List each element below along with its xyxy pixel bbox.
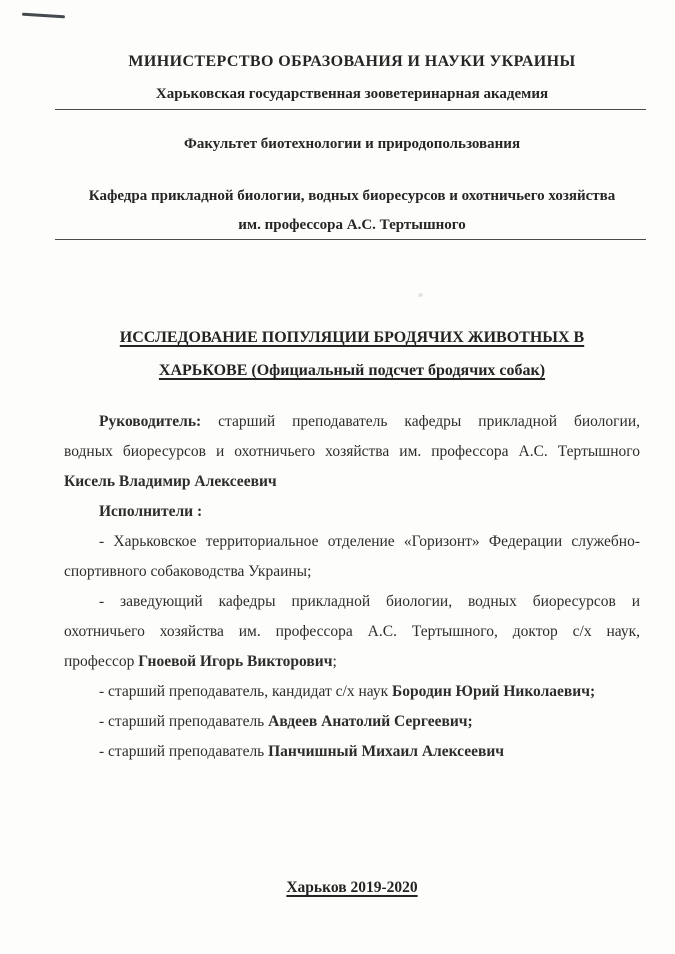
executor-item-2-line-3: профессор Гноевой Игорь Викторович; <box>64 653 337 670</box>
executor-item-2-line-2: охотничьего хозяйства им. профессора А.С. Тертышного, доктор с/х наук, <box>64 623 640 640</box>
city-year: Харьков 2019-2020 <box>286 879 418 896</box>
executor-item-2-line-1: - заведующий кафедры прикладной биологии, водных биоресурсов и <box>99 593 640 610</box>
divider-line-bottom <box>55 239 646 240</box>
executor-item-1-line-1: - Харьковское территориальное отделение «Горизонт» Федерации служебно- <box>99 533 640 550</box>
academy-heading: Харьковская государственная зооветеринарная академия <box>155 86 549 102</box>
divider-line-top <box>55 109 646 110</box>
department-heading-line1: Кафедра прикладной биологии, водных биоресурсов и охотничьего хозяйства <box>88 188 616 204</box>
credits-block <box>64 407 640 767</box>
supervisor-line-2: водных биоресурсов и охотничьего хозяйства им. профессора А.С. Тертышного <box>64 443 640 460</box>
ministry-heading: МИНИСТЕРСТВО ОБРАЗОВАНИЯ И НАУКИ УКРАИНЫ <box>128 53 576 70</box>
faculty-heading: Факультет биотехнологии и природопользования <box>183 136 521 152</box>
executor-item-3: - старший преподаватель, кандидат с/х наук Бородин Юрий Николаевич; <box>99 683 596 700</box>
executor-item-1-line-2: спортивного собаководства Украины; <box>64 563 312 580</box>
supervisor-name: Кисель Владимир Алексеевич <box>64 473 277 490</box>
executor-item-4: - старший преподаватель Авдеев Анатолий Сергеевич; <box>99 713 473 730</box>
department-heading-line2: им. профессора А.С. Тертышного <box>238 217 466 233</box>
executors-label: Исполнители : <box>99 503 203 520</box>
executor-item-5: - старший преподаватель Панчишный Михаил Алексеевич <box>99 743 505 760</box>
supervisor-line-1: Руководитель: старший преподаватель кафедры прикладной биологии, <box>99 413 640 430</box>
scan-speck <box>418 293 423 297</box>
document-title-line2: ХАРЬКОВЕ (Официальный подсчет бродячих собак) <box>158 362 546 379</box>
document-title-line1: ИССЛЕДОВАНИЕ ПОПУЛЯЦИИ БРОДЯЧИХ ЖИВОТНЫХ В <box>119 329 585 346</box>
